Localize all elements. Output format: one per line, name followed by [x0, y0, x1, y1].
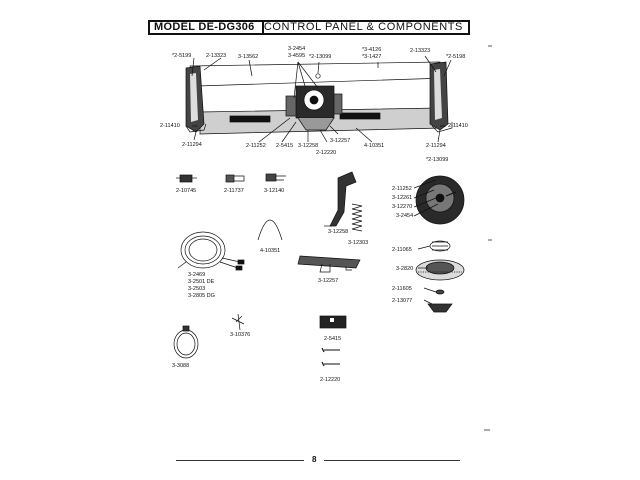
part-label: 3-2503	[188, 286, 206, 292]
panel-slot-left	[230, 116, 270, 122]
timer-disc-hub	[436, 194, 444, 202]
block-2-5415	[320, 316, 346, 328]
part-label: 2-5415	[324, 336, 342, 342]
part-label: 3-12257	[330, 138, 351, 144]
part-label: 2-11410	[448, 123, 468, 129]
part-label: 2-11252	[392, 186, 412, 192]
footer-rule-right	[324, 460, 460, 461]
part-label: *2-13099	[426, 157, 449, 163]
part-label: 3-12258	[328, 229, 349, 235]
part-label: 4-10351	[364, 143, 385, 149]
timer-knob-base	[428, 304, 452, 312]
footer-rule-left	[176, 460, 304, 461]
part-label: 3-13562	[238, 54, 259, 60]
timer-exploded-stack	[416, 176, 464, 312]
part-label: *3-4126	[362, 47, 382, 53]
panel-slot-right	[340, 113, 380, 119]
part-label: 3-2820	[396, 266, 414, 272]
part-label: 2-11294	[426, 143, 446, 149]
part-label: 2-13323	[206, 53, 227, 59]
terminal-2-11737	[226, 175, 244, 182]
clip-3-10376	[232, 314, 244, 330]
part-label: 3-12303	[348, 240, 369, 246]
part-label: 3-12270	[392, 204, 413, 210]
part-label: 3-2454	[288, 46, 306, 52]
part-label: 3-2805 DG	[188, 293, 215, 299]
timer-bracket-left	[286, 96, 296, 116]
control-panel-assembly	[186, 62, 452, 134]
timer-knob-top	[316, 74, 320, 78]
timer-spring	[432, 242, 448, 250]
part-label: *3-1427	[362, 54, 382, 60]
timer-washer	[436, 290, 444, 294]
part-label: 3-2454	[396, 213, 414, 219]
timer-bracket-right	[334, 94, 342, 114]
part-label: 2-12220	[316, 150, 337, 156]
part-label: 3-3088	[172, 363, 190, 369]
part-label: 2-10745	[176, 188, 197, 194]
part-label: *2-5198	[446, 54, 466, 60]
part-label: 2-11410	[160, 123, 180, 129]
part-label: 2-11605	[392, 286, 412, 292]
part-label: 3-4595	[288, 53, 306, 59]
part-label: 3-12261	[392, 195, 413, 201]
spring-3-12303	[352, 204, 362, 231]
screws-2-12220	[322, 348, 340, 366]
part-label: 2-11737	[224, 188, 244, 194]
part-label: 3-2469	[188, 272, 206, 278]
wire-clip-4-10351	[258, 220, 282, 240]
model-number: MODEL DE-DG306	[154, 21, 255, 33]
part-label: 4-10351	[260, 248, 281, 254]
wire-harness-coil	[178, 232, 244, 270]
part-label: 3-2501 DE	[188, 279, 215, 285]
page-title: CONTROL PANEL & COMPONENTS	[263, 21, 463, 33]
page-number: 8	[312, 455, 317, 464]
terminal-2-10745	[176, 175, 197, 182]
timer-hub	[310, 96, 318, 104]
part-label: *2-13099	[309, 54, 332, 60]
bracket-plate-3-12257	[298, 256, 360, 272]
part-label: 2-13323	[410, 48, 431, 54]
part-label: 2-13077	[392, 298, 413, 304]
part-label: 3-12257	[318, 278, 339, 284]
wire-coil-3-3088	[174, 326, 198, 358]
bracket-3-12258	[324, 172, 356, 226]
part-label: 3-12140	[264, 188, 285, 194]
part-label: 2-11294	[182, 142, 202, 148]
part-label: *2-5199	[172, 53, 192, 59]
part-label: 2-12220	[320, 377, 341, 383]
part-label: 2-11065	[392, 247, 412, 253]
terminal-3-12140	[266, 174, 286, 181]
part-label: 2-5415	[276, 143, 294, 149]
part-label: 3-12258	[298, 143, 319, 149]
part-label: 2-11252	[246, 143, 266, 149]
part-label: 3-10376	[230, 332, 251, 338]
